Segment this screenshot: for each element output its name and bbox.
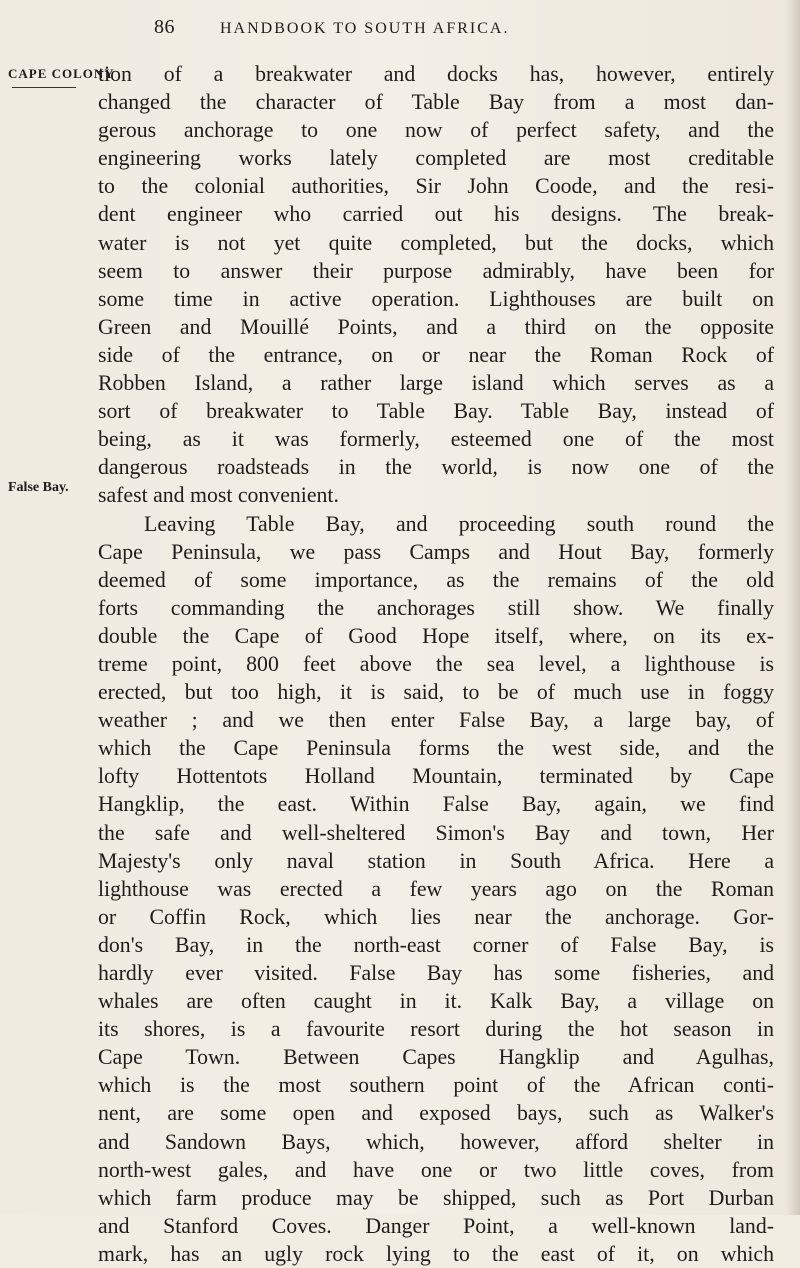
text-line: some time in active operation. Lighthouses are built on bbox=[98, 286, 774, 311]
sidenote-cape-colony: CAPE COLONY bbox=[8, 66, 115, 81]
text-line: nent, are some open and exposed bays, such as Walker's bbox=[98, 1101, 774, 1126]
text-line: Hangklip, the east. Within False Bay, again, we find bbox=[98, 792, 774, 817]
text-line: erected, but too high, it is said, to be of much use in foggy bbox=[98, 680, 774, 705]
text-line: engineering works lately completed are most creditable bbox=[98, 146, 774, 171]
sidenote-false-bay: False Bay. bbox=[8, 480, 69, 495]
text-line: whales are often caught in it. Kalk Bay, a village on bbox=[98, 989, 774, 1014]
text-line: side of the entrance, on or near the Roman Rock of bbox=[98, 342, 774, 367]
text-line: hardly ever visited. False Bay has some fisheries, and bbox=[98, 961, 774, 985]
text-line: sort of breakwater to Table Bay. Table Bay, instead of bbox=[98, 399, 774, 424]
text-line: double the Cape of Good Hope itself, where, on its ex- bbox=[98, 623, 774, 648]
text-line: safest and most convenient. bbox=[98, 483, 339, 508]
text-line: Robben Island, a rather large island which serves as a bbox=[98, 371, 774, 396]
text-line: dangerous roadsteads in the world, is now one of the bbox=[98, 455, 774, 480]
sidenote-rule bbox=[12, 87, 76, 88]
text-line: weather ; and we then enter False Bay, a large bay, of bbox=[98, 708, 774, 733]
text-line: don's Bay, in the north-east corner of False Bay, is bbox=[98, 932, 774, 957]
text-line: Cape Town. Between Capes Hangklip and Agulhas, bbox=[98, 1045, 774, 1070]
text-line: lighthouse was erected a few years ago on the Roman bbox=[98, 876, 774, 901]
page-number: 86 bbox=[154, 16, 175, 38]
text-line: forts commanding the anchorages still show. We finally bbox=[98, 595, 774, 620]
text-line: treme point, 800 feet above the sea level, a lighthouse is bbox=[98, 651, 774, 676]
text-line: dent engineer who carried out his designs. The break- bbox=[98, 202, 774, 227]
text-line: Leaving Table Bay, and proceeding south round the bbox=[144, 511, 774, 536]
text-line: and Sandown Bays, which, however, afford shelter in bbox=[98, 1129, 774, 1154]
text-line: tion of a breakwater and docks has, however, entirely bbox=[98, 62, 774, 86]
text-line: changed the character of Table Bay from a most dan- bbox=[98, 90, 774, 115]
running-title: HANDBOOK TO SOUTH AFRICA. bbox=[220, 20, 510, 37]
text-line: its shores, is a favourite resort during the hot season in bbox=[98, 1017, 774, 1042]
page-header bbox=[0, 16, 800, 46]
text-line: mark, has an ugly rock lying to the east of it, on which bbox=[98, 1241, 774, 1266]
text-line: or Coffin Rock, which lies near the anchorage. Gor- bbox=[98, 904, 774, 929]
body-text bbox=[98, 60, 774, 1268]
text-line: which farm produce may be shipped, such as Port Durban bbox=[98, 1185, 774, 1210]
text-line: Cape Peninsula, we pass Camps and Hout Bay, formerly bbox=[98, 539, 774, 564]
text-line: to the colonial authorities, Sir John Coode, and the resi- bbox=[98, 174, 774, 199]
text-line: the safe and well-sheltered Simon's Bay and town, Her bbox=[98, 820, 774, 845]
text-line: deemed of some importance, as the remains of the old bbox=[98, 567, 774, 592]
text-line: water is not yet quite completed, but the docks, which bbox=[98, 230, 774, 255]
text-line: being, as it was formerly, esteemed one of the most bbox=[98, 427, 774, 452]
text-line: which the Cape Peninsula forms the west side, and the bbox=[98, 736, 774, 761]
text-line: lofty Hottentots Holland Mountain, terminated by Cape bbox=[98, 764, 774, 789]
text-line: north-west gales, and have one or two little coves, from bbox=[98, 1157, 774, 1182]
text-line: gerous anchorage to one now of perfect safety, and the bbox=[98, 118, 774, 143]
page-edge-shadow bbox=[786, 0, 800, 1215]
text-line: and Stanford Coves. Danger Point, a well-known land- bbox=[98, 1213, 774, 1238]
text-line: Green and Mouillé Points, and a third on the opposite bbox=[98, 314, 774, 339]
text-line: Majesty's only naval station in South Africa. Here a bbox=[98, 848, 774, 873]
text-line: seem to answer their purpose admirably, have been for bbox=[98, 258, 774, 283]
text-line: which is the most southern point of the African conti- bbox=[98, 1073, 774, 1098]
